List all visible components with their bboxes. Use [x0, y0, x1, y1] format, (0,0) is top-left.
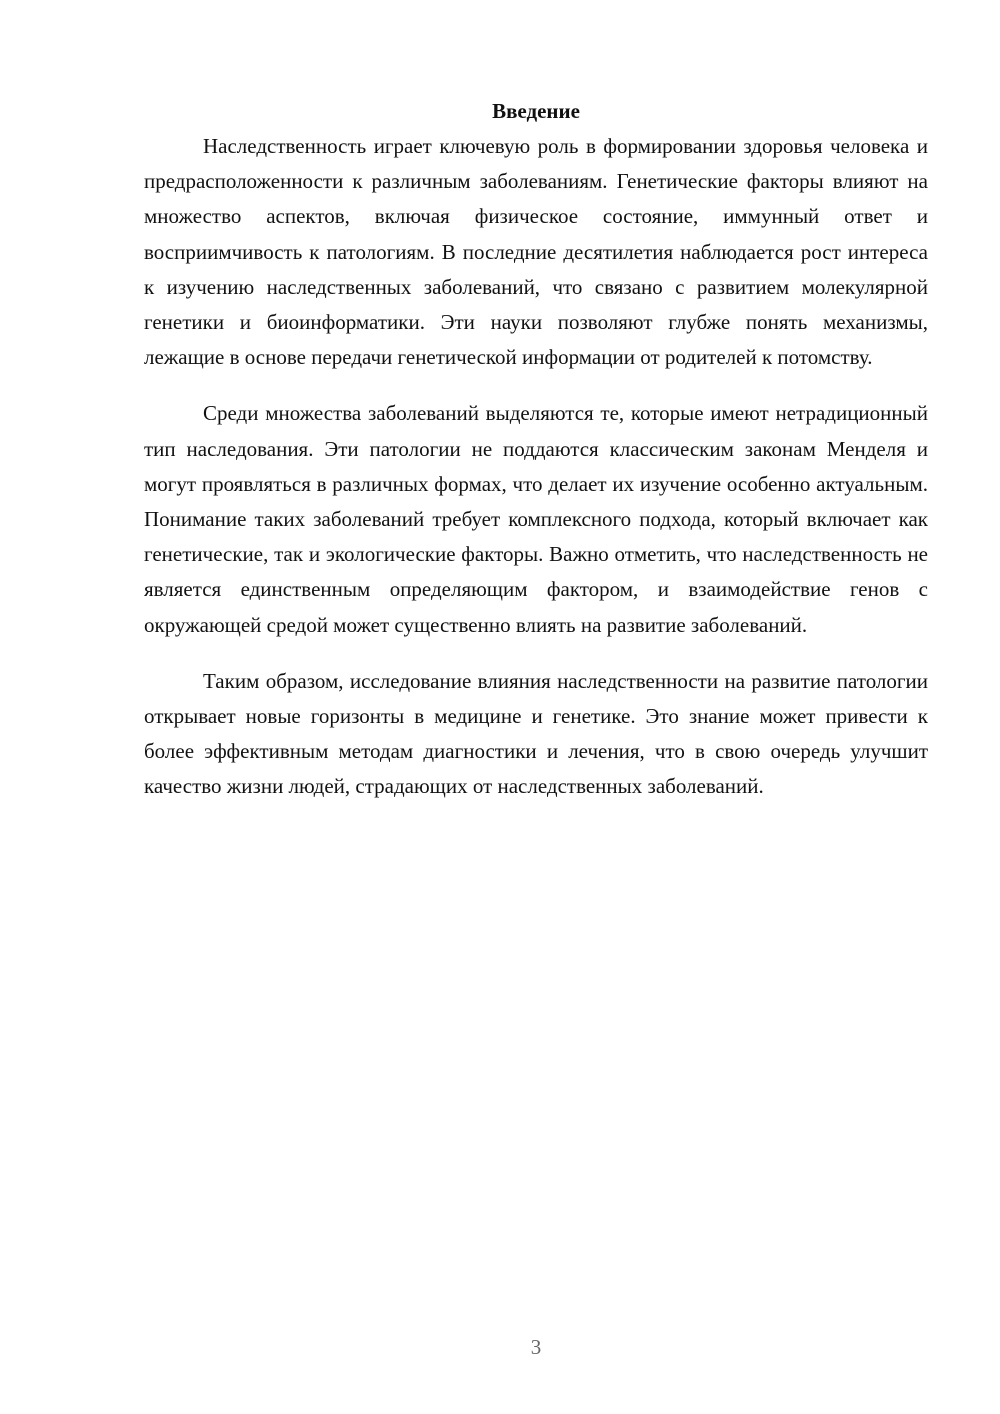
- page-number: 3: [530, 1335, 542, 1359]
- page-content: [144, 94, 928, 805]
- paragraph-3: Таким образом, исследование влияния наследственности на развитие патологии открывает новые горизонты в медицине и генетике. Это знание может привести к более эффективным методам диагностики и лечения, что в свою очередь улучшит качество жизни людей, страдающих от наследственных заболеваний.: [144, 668, 928, 799]
- paragraph-2: Среди множества заболеваний выделяются те, которые имеют нетрадиционный тип наследования. Эти патологии не поддаются классическим законам Менделя и могут проявляться в различных формах, что делает их изучение особенно актуальным. Понимание таких заболеваний требует комплексного подхода, который включает как генетические, так и экологические факторы. Важно отметить, что наследственность не является единственным определяющим фактором, и взаимодействие генов с окружающей средой может существенно влиять на развитие заболеваний.: [144, 401, 928, 637]
- section-heading: Введение: [492, 99, 580, 123]
- paragraph-1: Наследственность играет ключевую роль в формировании здоровья человека и предрасположенности к различным заболеваниям. Генетические факторы влияют на множество аспектов, включая физическое состояние, иммунный ответ и восприимчивость к патологиям. В последние десятилетия наблюдается рост интереса к изучению наследственных заболеваний, что связано с развитием молекулярной генетики и биоинформатики. Эти науки позволяют глубже понять механизмы, лежащие в основе передачи генетической информации от родителей к потомству.: [144, 134, 928, 370]
